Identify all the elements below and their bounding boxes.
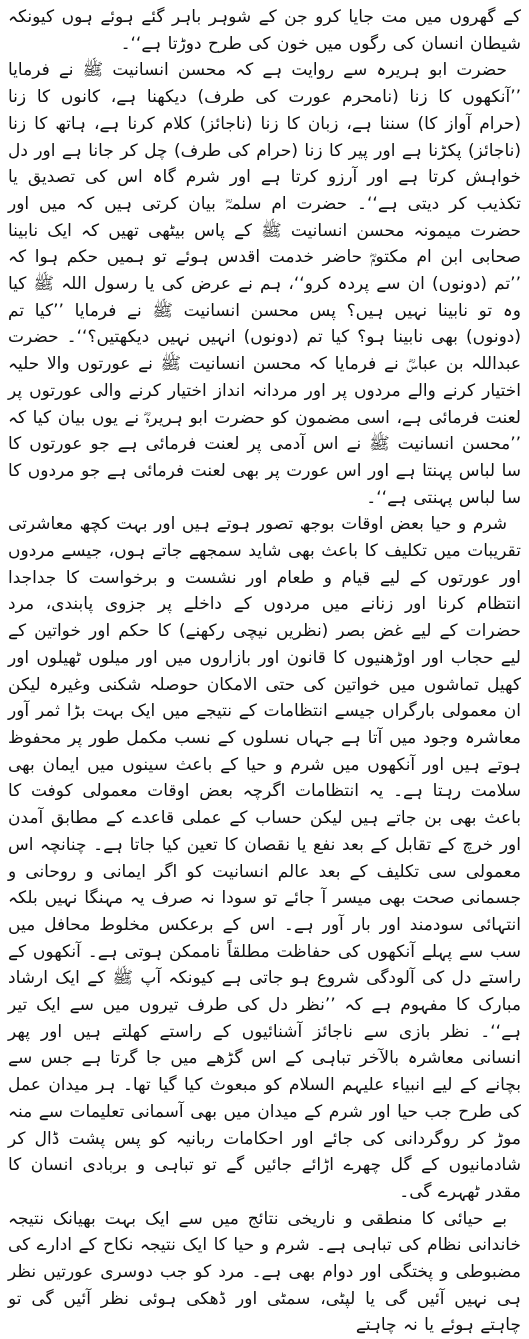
paragraph-4: بے حیائی کا منطقی و ناریخی نتائج میں سے ایک بہت بھیانک نتیجہ خاندانی نظام کی تباہی ہے۔ شرم و حیا کا ایک نتیجہ نکاح کے ادارے کی مضبوطی و پختگی اور دوام بھی ہے۔ مرد کو جب دوسری عورتیں نظر ہی نہیں آئیں گی یا لپٹی، سمٹی اور ڈھکی ہوئی نظر آئیں گی تو چاہتے ہوئے یا نہ چاہتے — [8, 1208, 521, 1336]
paragraph-3: شرم و حیا بعض اوقات بوجھ تصور ہوتے ہیں اور بہت کچھ معاشرتی تقریبات میں تکلیف کا باعث بھی شاید سمجھے جاتے ہوں، جیسے مردوں اور عورتوں کے لیے قیام و طعام اور نشست و برخواست کا جداجدا انتظام کرنا اور زنانے میں مردوں کے داخلے پر جزوی پابندی، مرد حضرات کے لیے غض بصر (نظریں نیچی رکھنے) کا حکم اور خواتین کے لیے حجاب اور اوڑھنیوں کا قانون اور بازاروں میں اور میلوں ٹھیلوں اور کھیل تماشوں میں خواتین کی حتی الامکان حوصلہ شکنی وغیرہ لیکن ان معمولی بارگراں جیسے انتظامات کے نتیجے میں ایک بہت بڑا ثمر آور معاشرہ وجود میں آتا ہے جہاں نسلوں کے نسب مکمل طور پر محفوظ ہوتے ہیں اور آنکھوں میں شرم و حیا کے باعث سینوں میں ایمان بھی سلامت رہتا ہے۔ یہ انتظامات اگرچہ بعض اوقات معمولی کوفت کا باعث بھی بن جاتے ہیں لیکن حساب کے عملی قاعدے کے مطابق آمدن اور خرچ کے تقابل کے بعد نفع یا نقصان کا تعین کیا جاتا ہے۔ چنانچہ اس معمولی سی تکلیف کے بعد عالم انسانیت کو اگر ایمانی و روحانی و جسمانی صحت بھی میسر آ جائے تو سودا نہ صرف یہ مہنگا نہیں بلکہ انتہائی سودمند اور بار آور ہے۔ اس کے برعکس مخلوط محافل میں سب سے پہلے آنکھوں کی حفاظت مطلقاً ناممکن ہوتی ہے۔ آنکھوں کے راستے دل کی آلودگی شروع ہو جاتی ہے کیونکہ آپ ﷺ کے ایک ارشاد مبارک کا مفہوم ہے کہ ’’نظر دل کی طرف تیروں میں سے ایک تیر ہے‘‘۔ نظر بازی سے ناجائز آشنائیوں کے راستے کھلتے ہیں اور پھر انسانی معاشرہ بالآخر تباہی کے اس گڑھے میں جا گرتا ہے جس سے بچانے کے لیے انبیاء علیہم السلام کو مبعوث کیا گیا تھا۔ ہر میدان عمل کی طرح جب حیا اور شرم کے میدان میں بھی آسمانی تعلیمات سے منہ موڑ کر روگردانی کی جائے اور احکامات ربانیہ کو پس پشت ڈال کر شادمانیوں کے گل چھرے اڑائے جائیں گے تو تباہی و بربادی انسان کا مقدر ٹھہرے گی۔ — [8, 514, 521, 1202]
paragraph-1: کے گھروں میں مت جایا کرو جن کے شوہر باہر گئے ہوئے ہوں کیونکہ شیطان انسان کی رگوں میں خون کی طرح دوڑتا ہے‘‘۔ — [8, 7, 521, 54]
paragraph-2: حضرت ابو ہریرہ سے روایت ہے کہ محسن انسانیت ﷺ نے فرمایا ’’آنکھوں کا زنا (نامحرم عورت کی طرف) دیکھنا ہے، کانوں کا زنا (حرام آواز کا) سننا ہے، زبان کا زنا (ناجائز) کلام کرنا ہے، ہاتھ کا زنا (ناجائز) پکڑنا ہے اور پیر کا زنا (حرام کی طرف) چل کر جانا ہے اور دل خواہش کرتا ہے اور آرزو کرتا ہے اور شرم گاہ اس کی تصدیق یا تکذیب کر دیتی ہے‘‘۔ حضرت ام سلمہؓ بیان کرتی ہیں کہ میں اور حضرت میمونہ محسن انسانیت ﷺ کے پاس بیٹھی تھیں کہ ایک نابینا صحابی ابن ام مکتومؓ حاضر خدمت اقدس ہوئے تو ہمیں حکم ہوا کہ ’’تم (دونوں) ان سے پردہ کرو‘‘، ہم نے عرض کی یا رسول اللہ ﷺ کیا وہ تو نابینا نہیں ہیں؟ پس محسن انسانیت ﷺ نے فرمایا ’’کیا تم (دونوں) بھی نابینا ہو؟ کیا تم (دونوں) انہیں نہیں دیکھتیں؟‘‘۔ حضرت عبداللہ بن عباسؓ نے فرمایا کہ محسن انسانیت ﷺ نے عورتوں والا حلیہ اختیار کرنے والے مردوں پر اور مردانہ انداز اختیار کرنے والی عورتوں پر لعنت فرمائی ہے، اسی مضمون کو حضرت ابو ہریرہؓ نے یوں بیان کیا کہ ’’محسن انسانیت ﷺ نے اس آدمی پر لعنت فرمائی ہے جو عورتوں کا سا لباس پہنتا ہے اور اس عورت پر بھی لعنت فرمائی ہے جو مردوں کا سا لباس پہنتی ہے‘‘۔ — [8, 60, 521, 508]
document-page — [8, 4, 521, 1336]
